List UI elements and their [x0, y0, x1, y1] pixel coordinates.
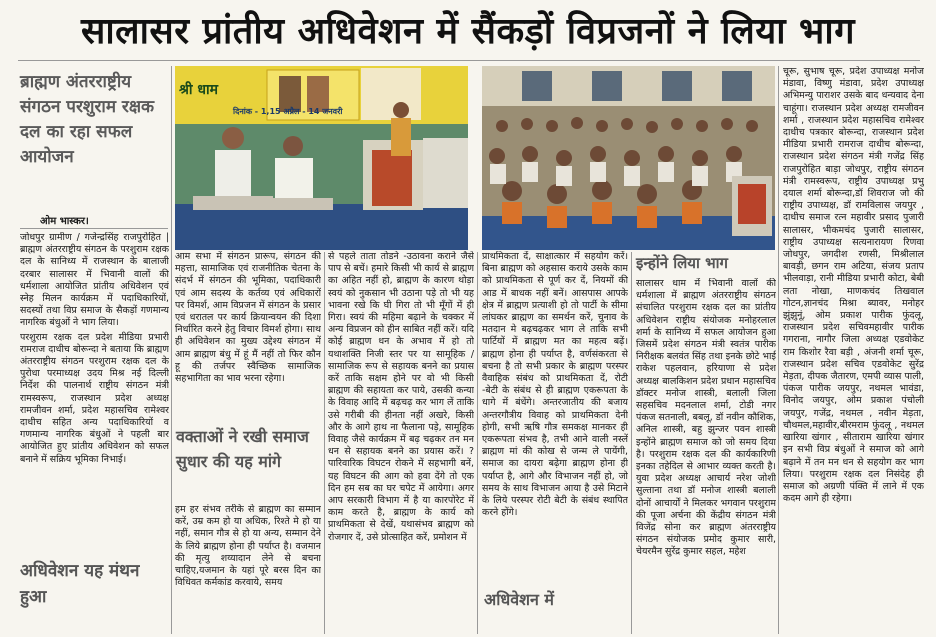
column-2-text: [175, 251, 321, 421]
column-2-text-lower: [175, 504, 321, 634]
side-subhead: अधिवेशन यह मंथन हुआ: [20, 561, 140, 607]
column-3-text: [328, 251, 474, 634]
column-divider-2: [324, 252, 325, 634]
side-paragraph-1: जोधपुर ग्रामीण / गजेन्द्रसिंह राजपुरोहित |ब्राह्मण अंतरराष्ट्रीय संगठन के परशुराम रक्षक दल के सानिध्य में राजस्थान के बालाजी दरबार सालासर में भिवानी वालों की धर्मशाला आयोजित प्रांतीय अधिवेशन एवं स्नेह मिलन कार्यक्रम में पदाधिकारियों, सदस्यों तथा विप्र समाज के सैकड़ों गणमान्य नागरिक बंधुओं ने भाग लिया।: [20, 232, 169, 329]
column-4-paragraph: प्राथमिकता दें, साक्षात्कार में सहयोग करें। बिना ब्राह्मण को अहसास कराये उसके काम को प्राथमिकता से पूर्ण कर दें, नियमों की आड में बाधक नहीं बनें। आसपास आपके क्षेत्र में ब्राह्मण प्रत्याशी हो तो पार्टी के सीमा लांघकर ब्राह्मण का समर्थन करें, चुनाव के मतदान मे बढ़चढ़कर भाग ले ताकि सभी पार्टियों में ब्राह्मण मत का महत्व बढ़ें। ब्राह्मण होना ही पर्याप्त है, वर्णसंकरता से बचना है तो सभी प्रकार के ब्राह्मण परस्पर वैवाहिक संबंध को प्राथमिकता दें, रोटी -बेटी के संबंध से ही ब्राह्मण एकरूपता के धागे में बंधेंगे। अन्तरजातीय की बजाय अन्तरगौत्रीय विवाह को प्राथमिकता देनी होगी, सभी ऋषि गौत्र समकक्ष मानकर ही एकरूपता संभव है, तभी आने वाली नस्लें ब्राह्मण मां की कोख से जन्म ले पायेंगी, समाज का दायरा बढ़ेगा ब्राह्मण होना ही पर्याप्त है, आगे और विभाजन नहीं हो, जो समय के साथ विभाजन आया है उसे मिटाने के लिये परस्पर रोटी बेटी के संबंध स्थापित करने होंगे।: [482, 251, 628, 519]
side-paragraph-2: परशुराम रक्षक दल प्रदेश मीडिया प्रभारी रामराज दाधीच बोरून्दा ने बताया कि ब्राह्मण अंतरराष्ट्रीय संगठन परशुराम रक्षक दल के पुरोधा परमाध्यक्ष उदय मिश्र नई दिल्ली निर्देश की पालनार्थ राष्ट्रीय संगठन मंत्री रामस्वरूप, राजस्थान प्रदेश अध्यक्ष रामजीवन शर्मा, प्रदेश महासचिव रामेश्वर दाधीच सहित अन्य पदाधिकारियों व गणमान्य नागरिक बंधुओं ने पहली बार आयोजित हुए प्रांतीय अधिवेशन को सफल बनाने में सक्रिय भूमिका निभाई।: [20, 331, 169, 465]
column-2-paragraph-2: हम हर संभव तरीके से ब्राह्मण का सम्मान करें, उम्र कम हो या अधिक, रिश्ते मे हो या नहीं, समान गौत्र से हो या अन्य, सम्मान देने के लिये ब्राह्मण होना ही पर्याप्त है। वजमान की मृत्यु शय्यादान लेने से बचना चाहिए,यजमान के यहां पूरे बरस दिन का विधिवत कर्मकांड करवाये, समय: [175, 504, 321, 589]
column-6-paragraph: चूरू, सुभाष चूरू, प्रदेश उपाध्यक्ष मनोज मंडावा, विष्णु मंडावा, प्रदेश उपाध्यक्ष अभिमन्यु पाराशर उसके बाद धन्यवाद देना चाहूंगा। राजस्थान प्रदेश अध्यक्ष रामजीवन शर्मा , राजस्थान प्रदेश महासचिव रामेश्वर दाधीच पत्रकार बोरून्दा, राजस्थान प्रदेश मीडिया प्रभारी रामराज दाधीच बोरून्दा, राजस्थान प्रदेश संगठन मंत्री गजेंद्र सिंह राजपुरोहित बाड़ा जोधपुर, राष्ट्रीय संगठन मंत्री रामस्वरूप, राष्ट्रीय उपाध्यक्ष प्रभु दयाल शर्मा बोरून्दा,डॉ शिवराज जो की राष्ट्रीय उपाध्यक्ष, डॉ रामविलास जयपुर , दाधीच समाज रत्न महावीर प्रसाद पुजारी सालासर, भीकमचंद पुजारी सालासर, राष्ट्रीय उपाध्यक्ष सत्यनारायण रिणवा जोधपुर, जगदीश रणसी, मिश्रीलाल बावड़ी, छगन राम अटिया, संजय प्रताप भीलवाड़ा, रानी मीडिया प्रभारी कोटा, बेबी लता नोखा, माणकचंद तिखवाल गोटन,ज्ञानचंद मिश्रा ब्यावर, मनोहर झुंझुनूं, ओम प्रकाश पारीक फुंदलू, राजस्थान प्रदेश सचिवमहावीर पारीक गगराना, नागौर जिला अध्यक्ष एडवोकेट राम किशोर रैवा बड़ी , अंजनी शर्मा चूरू, राजस्थान प्रदेश सचिव एडवोकेट सुरेंद्र मेड़ता, दीपक जैतारण, एमपी व्यास पाली, पंकज पारीक जयपुर, नथमल भावंडा, विनोद जयपुर, ओम प्रकाश पंचोली जयपुर, गजेंद्र, नथमल , नवीन मेड़ता, चौथमल,महावीर,बीरमराम फुंदलू , नथमल खारिया खंगार , सीताराम खारिया खंगार इन सभी विप्र बंधुओं ने समाज को आगे बढ़ाने में तन मन धन से सहयोग कर भाग लिया। परशुराम रक्षक दल निसंदेह ही समाज को अग्रणी पंक्ति में लाने में एक कदम आगे ही रहेगा।: [783, 66, 924, 505]
photo-banner-small-text: दिनांक - 1,15 अप्रैल - 14 जनवरी: [233, 107, 343, 116]
column-5-paragraph: सालासर धाम में भिवानी वालों की धर्मशाला में ब्राह्मण अंतरराष्ट्रीय संगठन संचालित परशुराम रक्षक दल का प्रांतीय अधिवेशन राष्ट्रीय संयोजक मनोहरलाल शर्मा के सानिध्य में सफल आयोजन हुआ जिसमें प्रदेश संगठन मंत्री स्वतंत्र पारीक निरीक्षक बलवंत सिंह तथा इनके छोटे भाई राकेश पहलवान, हरियाणा से प्रदेश अध्यक्ष बालकिशन प्रदेश प्रधान महासचिव डॉक्टर मनोज शास्त्री, बलाली जिला सहसचिव मदनलाल शर्मा, टोडी नगर पंकज सतनाली, बबलू, डॉ नवीन कौशिक, अनिल शास्त्री, बहु झुन्जर पवन शास्त्री इन्होंने ब्राह्मण समाज को जो समय दिया है। परशुराम रक्षक दल की कार्यकारिणी इनका तहेदिल से आभार व्यक्त करती है। युवा प्रदेश अध्यक्ष आचार्य नरेश जोशी सुल्ताना तथा डॉ मनोज शास्त्री बलाली दोनों आचार्यों ने मिलकर भगवान परशुराम की पूजा अर्चना की केंद्रीय संगठन मंत्री विजेंद्र सोना कर ब्राह्मण अंतरराष्ट्रीय संगठन संयोजक प्रमोद कुमार सारी, चेयरमैन सुरेंद्र कुमार सहल, महेश: [636, 278, 776, 558]
photo-banner-text: श्री धाम: [179, 82, 219, 98]
byline: ओम भास्कर।: [40, 216, 89, 227]
column-3-paragraph: से पहले ताता तोडने -उठावना कराने जैसे पाप से बचें। हमारे किसी भी कार्य से ब्राह्मण का अहित नहीं हो, ब्राह्मण के कारण थोड़ा स्वयं को नुकसान भी उठाना पड़े तो भी यह भावना रखे कि घी गिरा तो भी मूँगों में ही गिरा। स्वयं की महिमा बढ़ाने के चक्कर में अन्य विप्रजन को हीन साबित नहीं करें। यदि कोई ब्राह्मण धन के अभाव में हो तो यथाशक्ति निजी स्तर पर या सामूहिक /सामाजिक रूप से सहायक बनने का प्रयास करें ताकि सक्षम होने पर वो भी किसी ब्राह्मण की सहायता कर पाये, उसकी कन्या के विवाह आदि में बढ़चढ़ कर भाग लें ताकि उसे गरीबी की हीनता नहीं अखरे, किसी और के आगे हाथ ना फैलाना पड़े, सामूहिक विवाह जैसे कार्यक्रम में बढ़ चढ़कर तन मन धन से सहायक बनने का प्रयास करें। ?पारिवारिक विघटन रोकने में सहभागी बनें, यह विघटन की आग को हवा देंगे तो एक दिन हम सब का घर चपेट में आयेगा। अगर आप सरकारी विभाग में है या कारपोरेट में काम करते है, ब्राह्मण के कार्य को प्राथमिकता से देखें, यथासंभव ब्राह्मण को रोजगार दें, उसे प्रोत्साहित करें, प्रमोशन में: [328, 251, 474, 543]
stage-illustration: [175, 66, 468, 250]
audience-illustration: [482, 66, 775, 250]
column-6-text: [783, 66, 924, 634]
headline-rule: [18, 60, 920, 61]
photo-stage-speakers: [175, 66, 468, 250]
column-divider-4: [631, 252, 632, 634]
photo-audience: [482, 66, 775, 250]
side-column-text: [20, 232, 169, 550]
column-5-subhead: इन्होंने लिया भाग: [636, 254, 728, 272]
byline-rule: [20, 228, 168, 229]
column-4-subhead: अधिवेशन में: [484, 590, 555, 609]
column-2-subhead: वक्ताओं ने रखी समाज सुधार की यह मांगे: [176, 427, 309, 471]
column-divider: [171, 66, 172, 634]
column-4-text: [482, 251, 628, 581]
column-divider-3: [477, 252, 478, 634]
side-title: ब्राह्मण अंतरराष्ट्रीय संगठन परशुराम रक्षक दल का रहा सफल आयोजन: [20, 72, 155, 167]
column-2-paragraph: आम सभा में संगठन प्रारूप, संगठन की महत्ता, सामाजिक एवं राजनीतिक चेतना के संदर्भ में संगठन की भूमिका, पदाधिकारी एवं आम सदस्य के कर्तव्य एवं अधिकारों पर विमर्श, आम विप्रजन में संगठन के प्रसार एवं धरातल पर कार्य क्रियान्वयन की दिशा निर्धारित करने हेतु विचार विमर्श होगा। साथ ही अधिवेशन का मुख्य उद्देश्य संगठन में आम ब्राह्मण बंधु में हूं मैं नहीं तो फिर कौन हू की तर्जपर स्वैच्छिक सामाजिक सहभागिता का भाव भरना रहेगा।: [175, 251, 321, 385]
headline: सालासर प्रांतीय अधिवेशन में सैंकड़ों विप्रजनों ने लिया भाग: [81, 10, 855, 52]
column-5-text: [636, 278, 776, 634]
column-divider-right: [778, 66, 779, 634]
